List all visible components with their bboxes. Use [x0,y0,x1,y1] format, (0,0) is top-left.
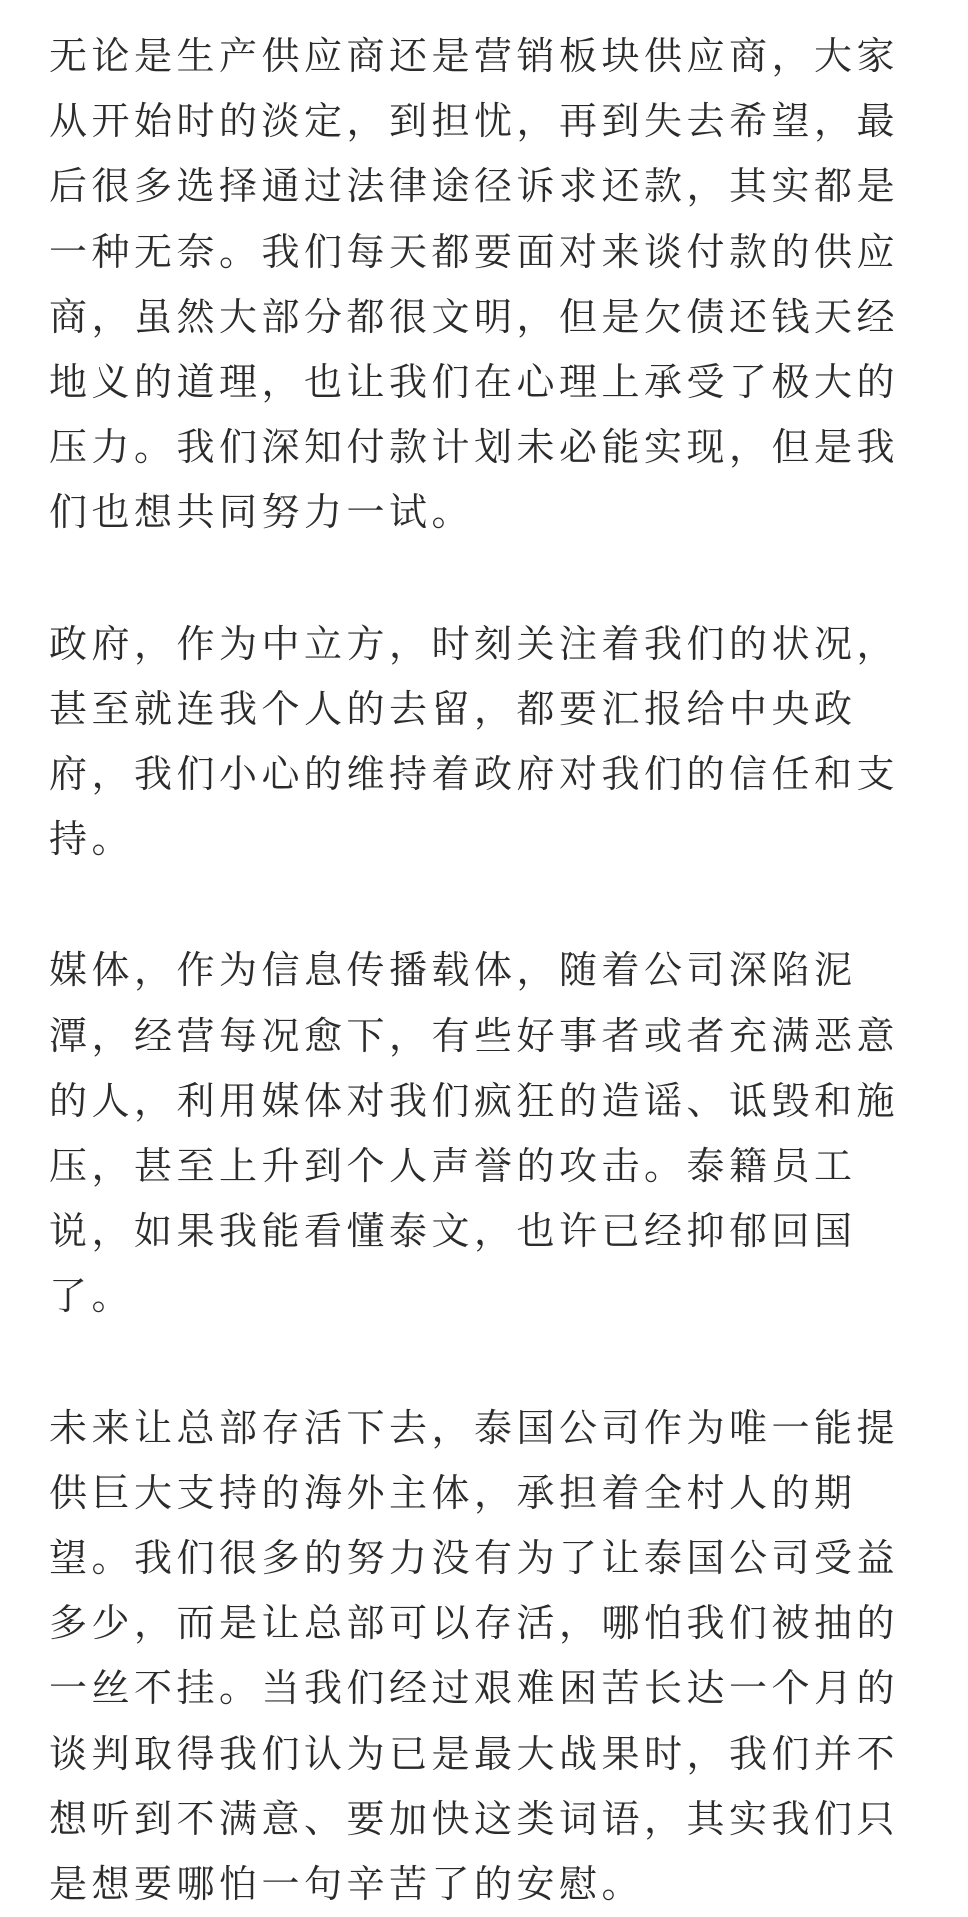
article-paragraph-government: 政府，作为中立方，时刻关注着我们的状况，甚至就连我个人的去留，都要汇报给中央政府，我们小心的维持着政府对我们的信任和支持。 [49,621,900,862]
article-paragraph-headquarters: 未来让总部存活下去，泰国公司作为唯一能提供巨大支持的海外主体，承担着全村人的期望。我们很多的努力没有为了让泰国公司受益多少，而是让总部可以存活，哪怕我们被抽的一丝不挂。当我们经过艰难困苦长达一个月的谈判取得我们认为已是最大战果时，我们并不想听到不满意、要加快这类词语，其实我们只是想要哪怕一句辛苦了的安慰。 [49,1405,900,1907]
article-paragraph-media: 媒体，作为信息传播载体，随着公司深陷泥潭，经营每况愈下，有些好事者或者充满恶意的人，利用媒体对我们疯狂的造谣、诋毁和施压，甚至上升到个人声誉的攻击。泰籍员工说，如果我能看懂泰文，也许已经抑郁回国了。 [49,948,900,1319]
article-paragraph-suppliers: 无论是生产供应商还是营销板块供应商，大家从开始时的淡定，到担忧，再到失去希望，最后很多选择通过法律途径诉求还款，其实都是一种无奈。我们每天都要面对来谈付款的供应商，虽然大部分都很文明，但是欠债还钱天经地义的道理，也让我们在心理上承受了极大的压力。我们深知付款计划未必能实现，但是我们也想共同努力一试。 [49,34,900,535]
